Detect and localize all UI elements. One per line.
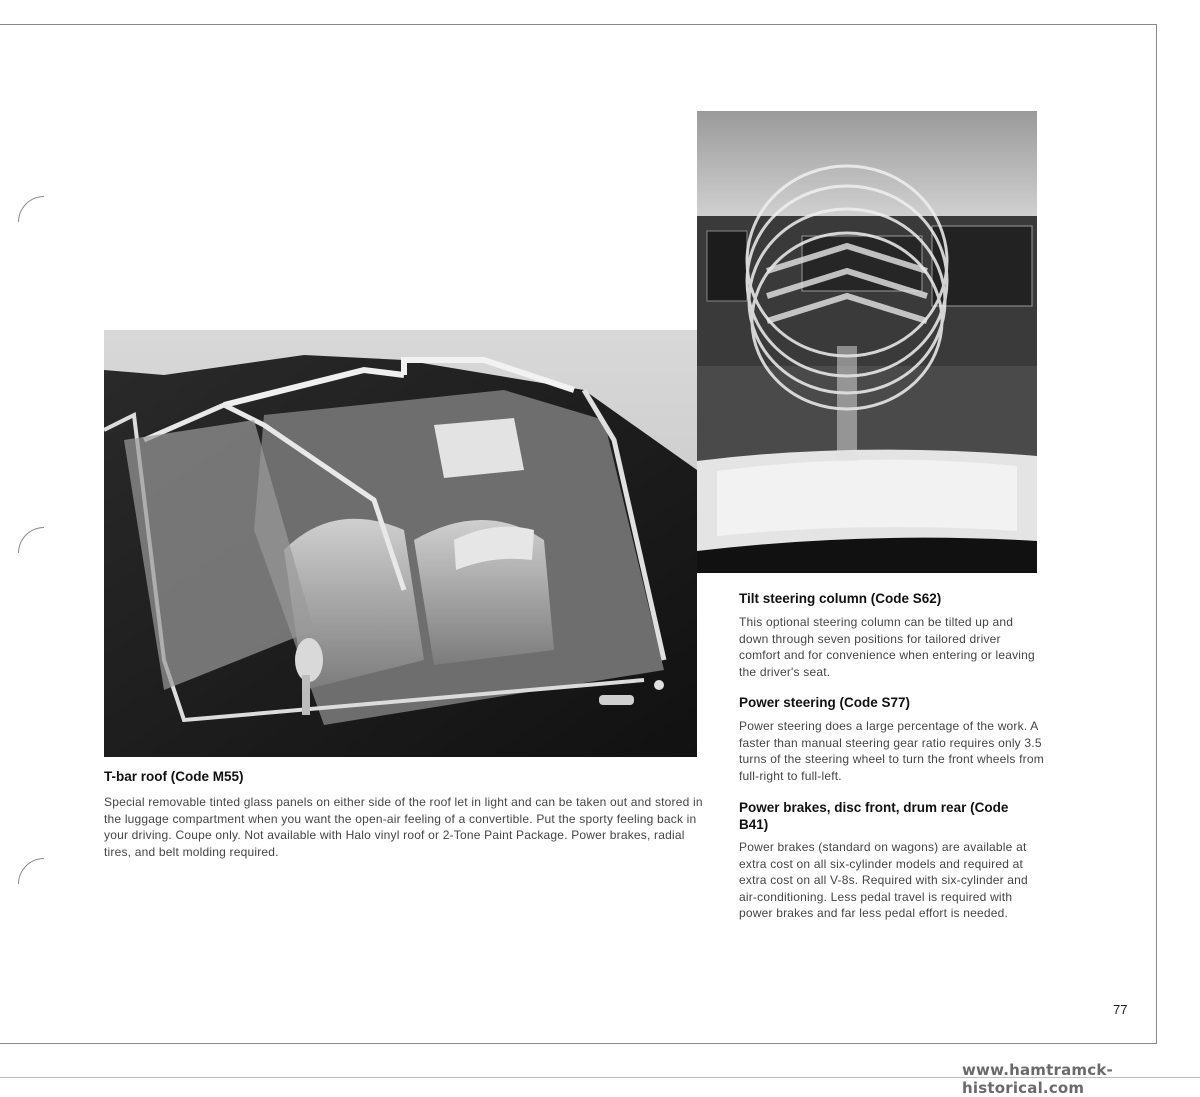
power-brakes-description: Power brakes (standard on wagons) are available at extra cost on all six-cylinder models and required at extra cost on all V-8s. Required with six-cylinder and air-conditioning. Less pedal travel is required with power brakes and far less pedal effort is needed. <box>739 840 1028 920</box>
power-steering-heading: Power steering (Code S77) <box>739 695 911 710</box>
tilt-steering-heading: Tilt steering column (Code S62) <box>739 591 942 606</box>
watermark-url: www.hamtramck-historical.com <box>962 1061 1113 1097</box>
page-number: 77 <box>1113 1002 1128 1017</box>
t-bar-roof-photo <box>104 330 697 757</box>
t-bar-roof-heading: T-bar roof (Code M55) <box>104 769 244 784</box>
t-bar-roof-description: Special removable tinted glass panels on either side of the roof let in light and can be taken out and stored in the luggage compartment when you want the open-air feeling of a convertible. Put the sporty feeling back in your driving. Coupe only. Not available with Halo vinyl roof or 2-Tone Paint Package. Power brakes, radial tires, and belt molding required. <box>104 795 703 859</box>
power-steering-description: Power steering does a large percentage of the work. A faster than manual steering gear ratio requires only 3.5 turns of the steering wheel to turn the front wheels from full-right to full-left. <box>739 719 1044 783</box>
power-brakes-heading: Power brakes, disc front, drum rear (Code B41) <box>739 800 1009 832</box>
tilt-steering-description: This optional steering column can be tilted up and down through seven positions for tailored driver comfort and for convenience when entering or leaving the driver's seat. <box>739 615 1035 679</box>
tilt-steering-column-photo <box>697 111 1037 573</box>
